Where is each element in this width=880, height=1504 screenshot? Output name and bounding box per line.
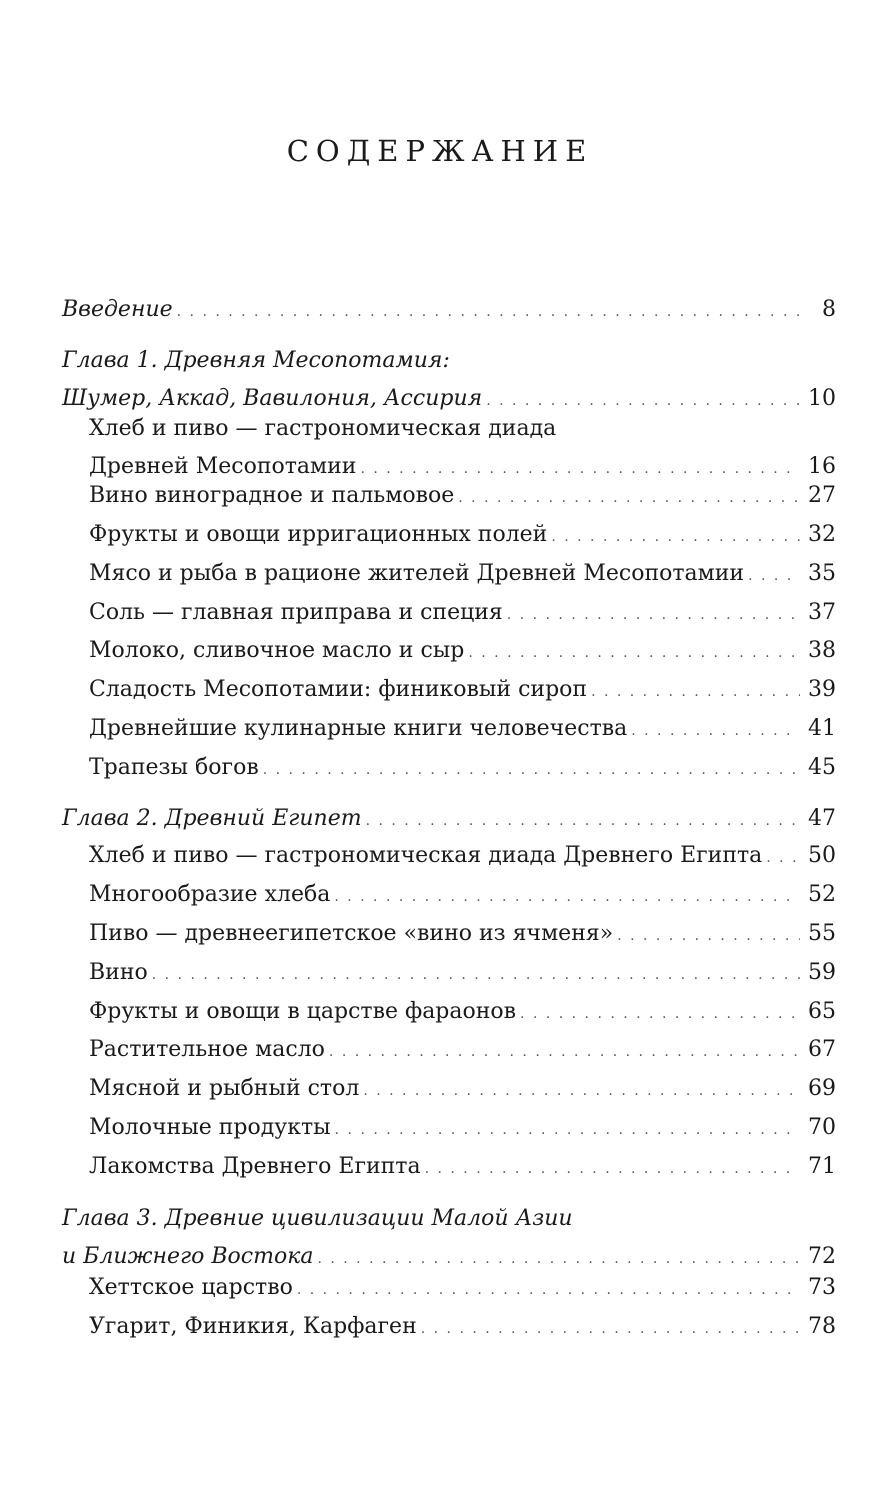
dot-leader	[421, 1310, 800, 1348]
toc-page-number: 78	[808, 1314, 836, 1339]
toc-entry-line	[89, 555, 836, 593]
dot-leader	[617, 917, 800, 955]
toc-chapter-entry	[62, 342, 836, 418]
dot-leader	[263, 751, 800, 789]
dot-leader	[363, 1072, 800, 1110]
toc-entry-title: Сладость Месопотамии: финиковый сироп	[89, 677, 588, 702]
toc-page-number: 55	[808, 921, 836, 946]
toc-page-number: 59	[808, 960, 836, 985]
toc-entry-title: Соль — главная приправа и специя	[89, 600, 503, 625]
toc-page-number: 27	[808, 483, 836, 508]
dot-leader	[152, 956, 800, 994]
toc-chapter-entry	[62, 291, 836, 329]
toc-entry-title: Пиво — древнеегипетское «вино из ячменя»	[89, 921, 614, 946]
toc-page-number: 70	[808, 1115, 836, 1140]
toc-entry-line	[62, 800, 836, 838]
toc-page-number: 16	[808, 454, 836, 479]
toc-page-number: 8	[822, 297, 836, 322]
toc-section-entry	[89, 1031, 836, 1069]
toc-entry-line	[89, 632, 836, 670]
toc-entry-title: Вино	[89, 960, 148, 985]
toc-page-number: 38	[808, 638, 836, 663]
toc-page-number: 47	[808, 806, 836, 831]
toc-entry-title: Лакомства Древнего Египта	[89, 1154, 421, 1179]
toc-page-number: 69	[808, 1076, 836, 1101]
dot-leader	[329, 1033, 800, 1071]
toc-section-entry	[89, 671, 836, 709]
toc-page-number: 35	[808, 561, 836, 586]
toc-section-entry	[89, 410, 836, 486]
toc-section-entry	[89, 1269, 836, 1307]
toc-entry-line	[89, 993, 836, 1031]
dot-leader	[591, 673, 800, 711]
dot-leader	[335, 1111, 800, 1149]
toc-entry-title: Вино виноградное и пальмовое	[89, 483, 455, 508]
toc-entry-title: Введение	[62, 297, 173, 322]
toc-section-entry	[89, 749, 836, 787]
toc-entry-line	[89, 594, 836, 632]
toc-entry-line	[62, 342, 836, 380]
toc-entry-title: Глава 1. Древняя Месопотамия:	[62, 348, 450, 373]
toc-entry-line	[89, 1269, 836, 1307]
toc-page-number: 10	[808, 386, 836, 411]
toc-page-number: 67	[808, 1037, 836, 1062]
dot-leader	[551, 518, 800, 556]
toc-entry-title: и Ближнего Востока	[62, 1244, 314, 1269]
toc-entry-line	[89, 671, 836, 709]
page-title: СОДЕРЖАНИЕ	[286, 134, 594, 168]
toc-entry-title: Шумер, Аккад, Вавилония, Ассирия	[62, 386, 483, 411]
dot-leader	[748, 557, 800, 595]
toc-entry-title: Мясной и рыбный стол	[89, 1076, 360, 1101]
toc-page-number: 71	[808, 1154, 836, 1179]
toc-entry-title: Хеттское царство	[89, 1275, 293, 1300]
toc-entry-line	[62, 291, 836, 329]
dot-leader	[177, 293, 800, 331]
toc-page-number: 32	[808, 522, 836, 547]
toc-section-entry	[89, 837, 836, 875]
toc-page-number: 72	[808, 1244, 836, 1269]
toc-entry-line	[89, 710, 836, 748]
toc-section-entry	[89, 876, 836, 914]
toc-entry-line	[89, 1031, 836, 1069]
toc-entry-title: Фрукты и овощи ирригационных полей	[89, 522, 548, 547]
toc-entry-title: Молочные продукты	[89, 1115, 331, 1140]
toc-entry-line	[89, 1308, 836, 1346]
toc-section-entry	[89, 915, 836, 953]
toc-entry-line	[89, 1070, 836, 1108]
toc-entry-line	[89, 1148, 836, 1186]
toc-entry-title: Растительное масло	[89, 1037, 325, 1062]
dot-leader	[334, 878, 800, 916]
toc-section-entry	[89, 993, 836, 1031]
toc-entry-line	[89, 516, 836, 554]
toc-entry-line	[89, 954, 836, 992]
toc-page-number: 73	[808, 1275, 836, 1300]
toc-chapter-entry	[62, 800, 836, 838]
toc-entry-title: Глава 2. Древний Египет	[62, 806, 362, 831]
toc-entry-line	[89, 915, 836, 953]
toc-entry-title: Многообразие хлеба	[89, 882, 331, 907]
toc-page-number: 45	[808, 755, 836, 780]
toc-chapter-entry	[62, 1200, 836, 1276]
toc-page-number: 37	[808, 600, 836, 625]
toc-entry-title: Мясо и рыба в рационе жителей Древней Месопотамии	[89, 561, 745, 586]
toc-entry-line	[62, 1200, 836, 1238]
toc-section-entry	[89, 477, 836, 515]
dot-leader	[458, 479, 800, 517]
toc-section-entry	[89, 710, 836, 748]
toc-entry-title: Древней Месопотамии	[89, 454, 357, 479]
toc-entry-title: Угарит, Финикия, Карфаген	[89, 1314, 417, 1339]
toc-section-entry	[89, 516, 836, 554]
toc-entry-line	[89, 477, 836, 515]
toc-entry-line	[89, 837, 836, 875]
dot-leader	[468, 634, 800, 672]
toc-section-entry	[89, 632, 836, 670]
dot-leader	[425, 1150, 800, 1188]
toc-page-number: 41	[808, 716, 836, 741]
dot-leader	[507, 596, 800, 634]
toc-entry-title: Хлеб и пиво — гастрономическая диада	[89, 416, 557, 441]
toc-entry-title: Глава 3. Древние цивилизации Малой Азии	[62, 1206, 573, 1231]
toc-entry-line	[89, 876, 836, 914]
toc-entry-line	[89, 410, 836, 448]
toc-page-number: 65	[808, 999, 836, 1024]
toc-entry-title: Древнейшие кулинарные книги человечества	[89, 716, 628, 741]
dot-leader	[766, 839, 800, 877]
toc-section-entry	[89, 594, 836, 632]
toc-section-entry	[89, 555, 836, 593]
dot-leader	[297, 1271, 800, 1309]
toc-section-entry	[89, 1148, 836, 1186]
toc-section-entry	[89, 1109, 836, 1147]
toc-entry-title: Трапезы богов	[89, 755, 259, 780]
toc-section-entry	[89, 954, 836, 992]
dot-leader	[520, 995, 800, 1033]
dot-leader	[631, 712, 800, 750]
dot-leader	[366, 802, 800, 840]
toc-entry-title: Молоко, сливочное масло и сыр	[89, 638, 465, 663]
toc-page-number: 50	[808, 843, 836, 868]
toc-entry-title: Хлеб и пиво — гастрономическая диада Древнего Египта	[89, 843, 763, 868]
toc-entry-title: Фрукты и овощи в царстве фараонов	[89, 999, 517, 1024]
toc-page-number: 39	[808, 677, 836, 702]
toc-page-number: 52	[808, 882, 836, 907]
toc-entry-line	[89, 1109, 836, 1147]
toc-entry-line	[89, 749, 836, 787]
toc-section-entry	[89, 1070, 836, 1108]
toc-section-entry	[89, 1308, 836, 1346]
